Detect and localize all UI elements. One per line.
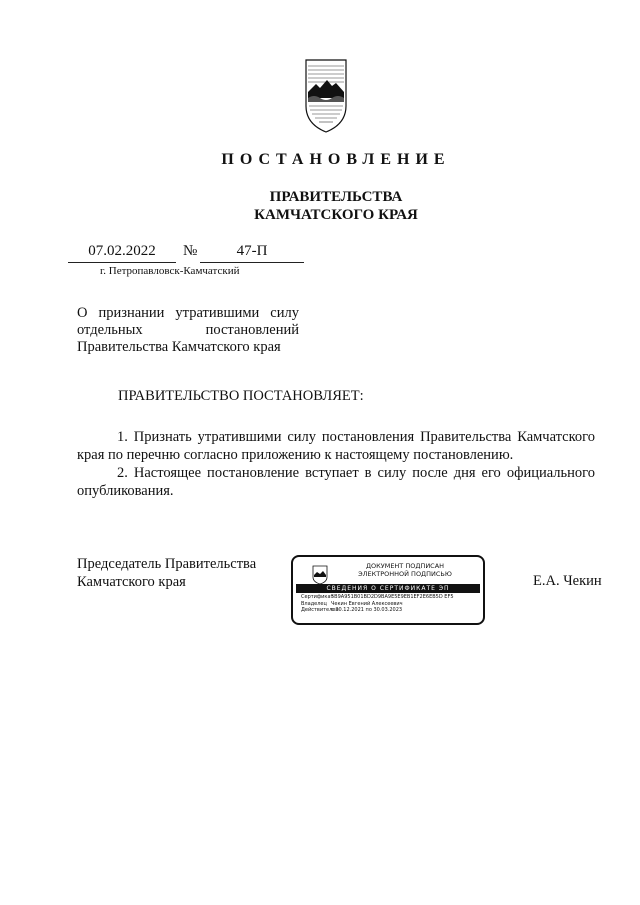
- stamp-heading-line-2: ЭЛЕКТРОННОЙ ПОДПИСЬЮ: [358, 570, 452, 578]
- subject-line-3: Правительства Камчатского края: [77, 339, 281, 355]
- stamp-emblem-icon: [311, 565, 329, 585]
- decree-heading: ПРАВИТЕЛЬСТВО ПОСТАНОВЛЯЕТ:: [118, 388, 364, 404]
- kamchatka-coat-of-arms-icon: [300, 58, 352, 134]
- document-type-title: ПОСТАНОВЛЕНИЕ: [221, 151, 451, 168]
- issue-city: г. Петропавловск-Камчатский: [100, 265, 240, 277]
- paragraph-2-text: 2. Настоящее постановление вступает в силу после дня его официального опубликования.: [77, 465, 595, 499]
- paragraph-1: [77, 428, 595, 464]
- subject-word-b: постановлений: [205, 322, 299, 338]
- signer-position-line-1: Председатель Правительства: [77, 556, 257, 572]
- stamp-heading-line-1: ДОКУМЕНТ ПОДПИСАН: [365, 562, 445, 570]
- stamp-heading: [335, 562, 475, 578]
- number-underline: [200, 262, 304, 263]
- subject-word-a: отдельных: [77, 322, 143, 338]
- issuer-line-2: КАМЧАТСКОГО КРАЯ: [254, 207, 418, 223]
- stamp-cert-value: 5B9A951B01BD2D9BA9E5E9EB1EF2E6EB5D EF5: [331, 594, 454, 600]
- subject-line-1: О признании утратившими силу: [77, 305, 299, 321]
- stamp-valid-label: Действителен: [301, 607, 339, 613]
- paragraph-2: [77, 464, 595, 500]
- signer-position: [77, 555, 256, 591]
- signer-position-line-2: Камчатского края: [77, 574, 186, 590]
- document-subject: [77, 305, 299, 356]
- stamp-cert-label: Сертификат: [301, 594, 334, 600]
- stamp-valid-value: с 30.12.2021 по 30.03.2023: [331, 607, 403, 613]
- date-underline: [68, 262, 176, 263]
- stamp-certificate-details: [301, 594, 454, 614]
- signer-name: Е.А. Чекин: [533, 573, 602, 589]
- stamp-row-validity: [301, 607, 454, 614]
- paragraph-1-text: 1. Признать утратившими силу постановления Правительства Камчатского края по перечню согласно приложению к настоящему постановлению.: [77, 429, 595, 463]
- stamp-certificate-bar: СВЕДЕНИЯ О СЕРТИФИКАТЕ ЭП: [296, 584, 480, 593]
- document-date: 07.02.2022: [88, 243, 156, 259]
- stamp-owner-value: Чекин Евгений Алексеевич: [331, 600, 403, 607]
- issuer-title: [0, 188, 640, 224]
- electronic-signature-stamp: [291, 555, 485, 625]
- number-sign: №: [183, 243, 198, 259]
- subject-line-2: [77, 322, 299, 339]
- stamp-owner-label: Владелец: [301, 600, 327, 607]
- document-number: 47-П: [236, 243, 268, 259]
- issuer-line-1: ПРАВИТЕЛЬСТВА: [269, 189, 403, 205]
